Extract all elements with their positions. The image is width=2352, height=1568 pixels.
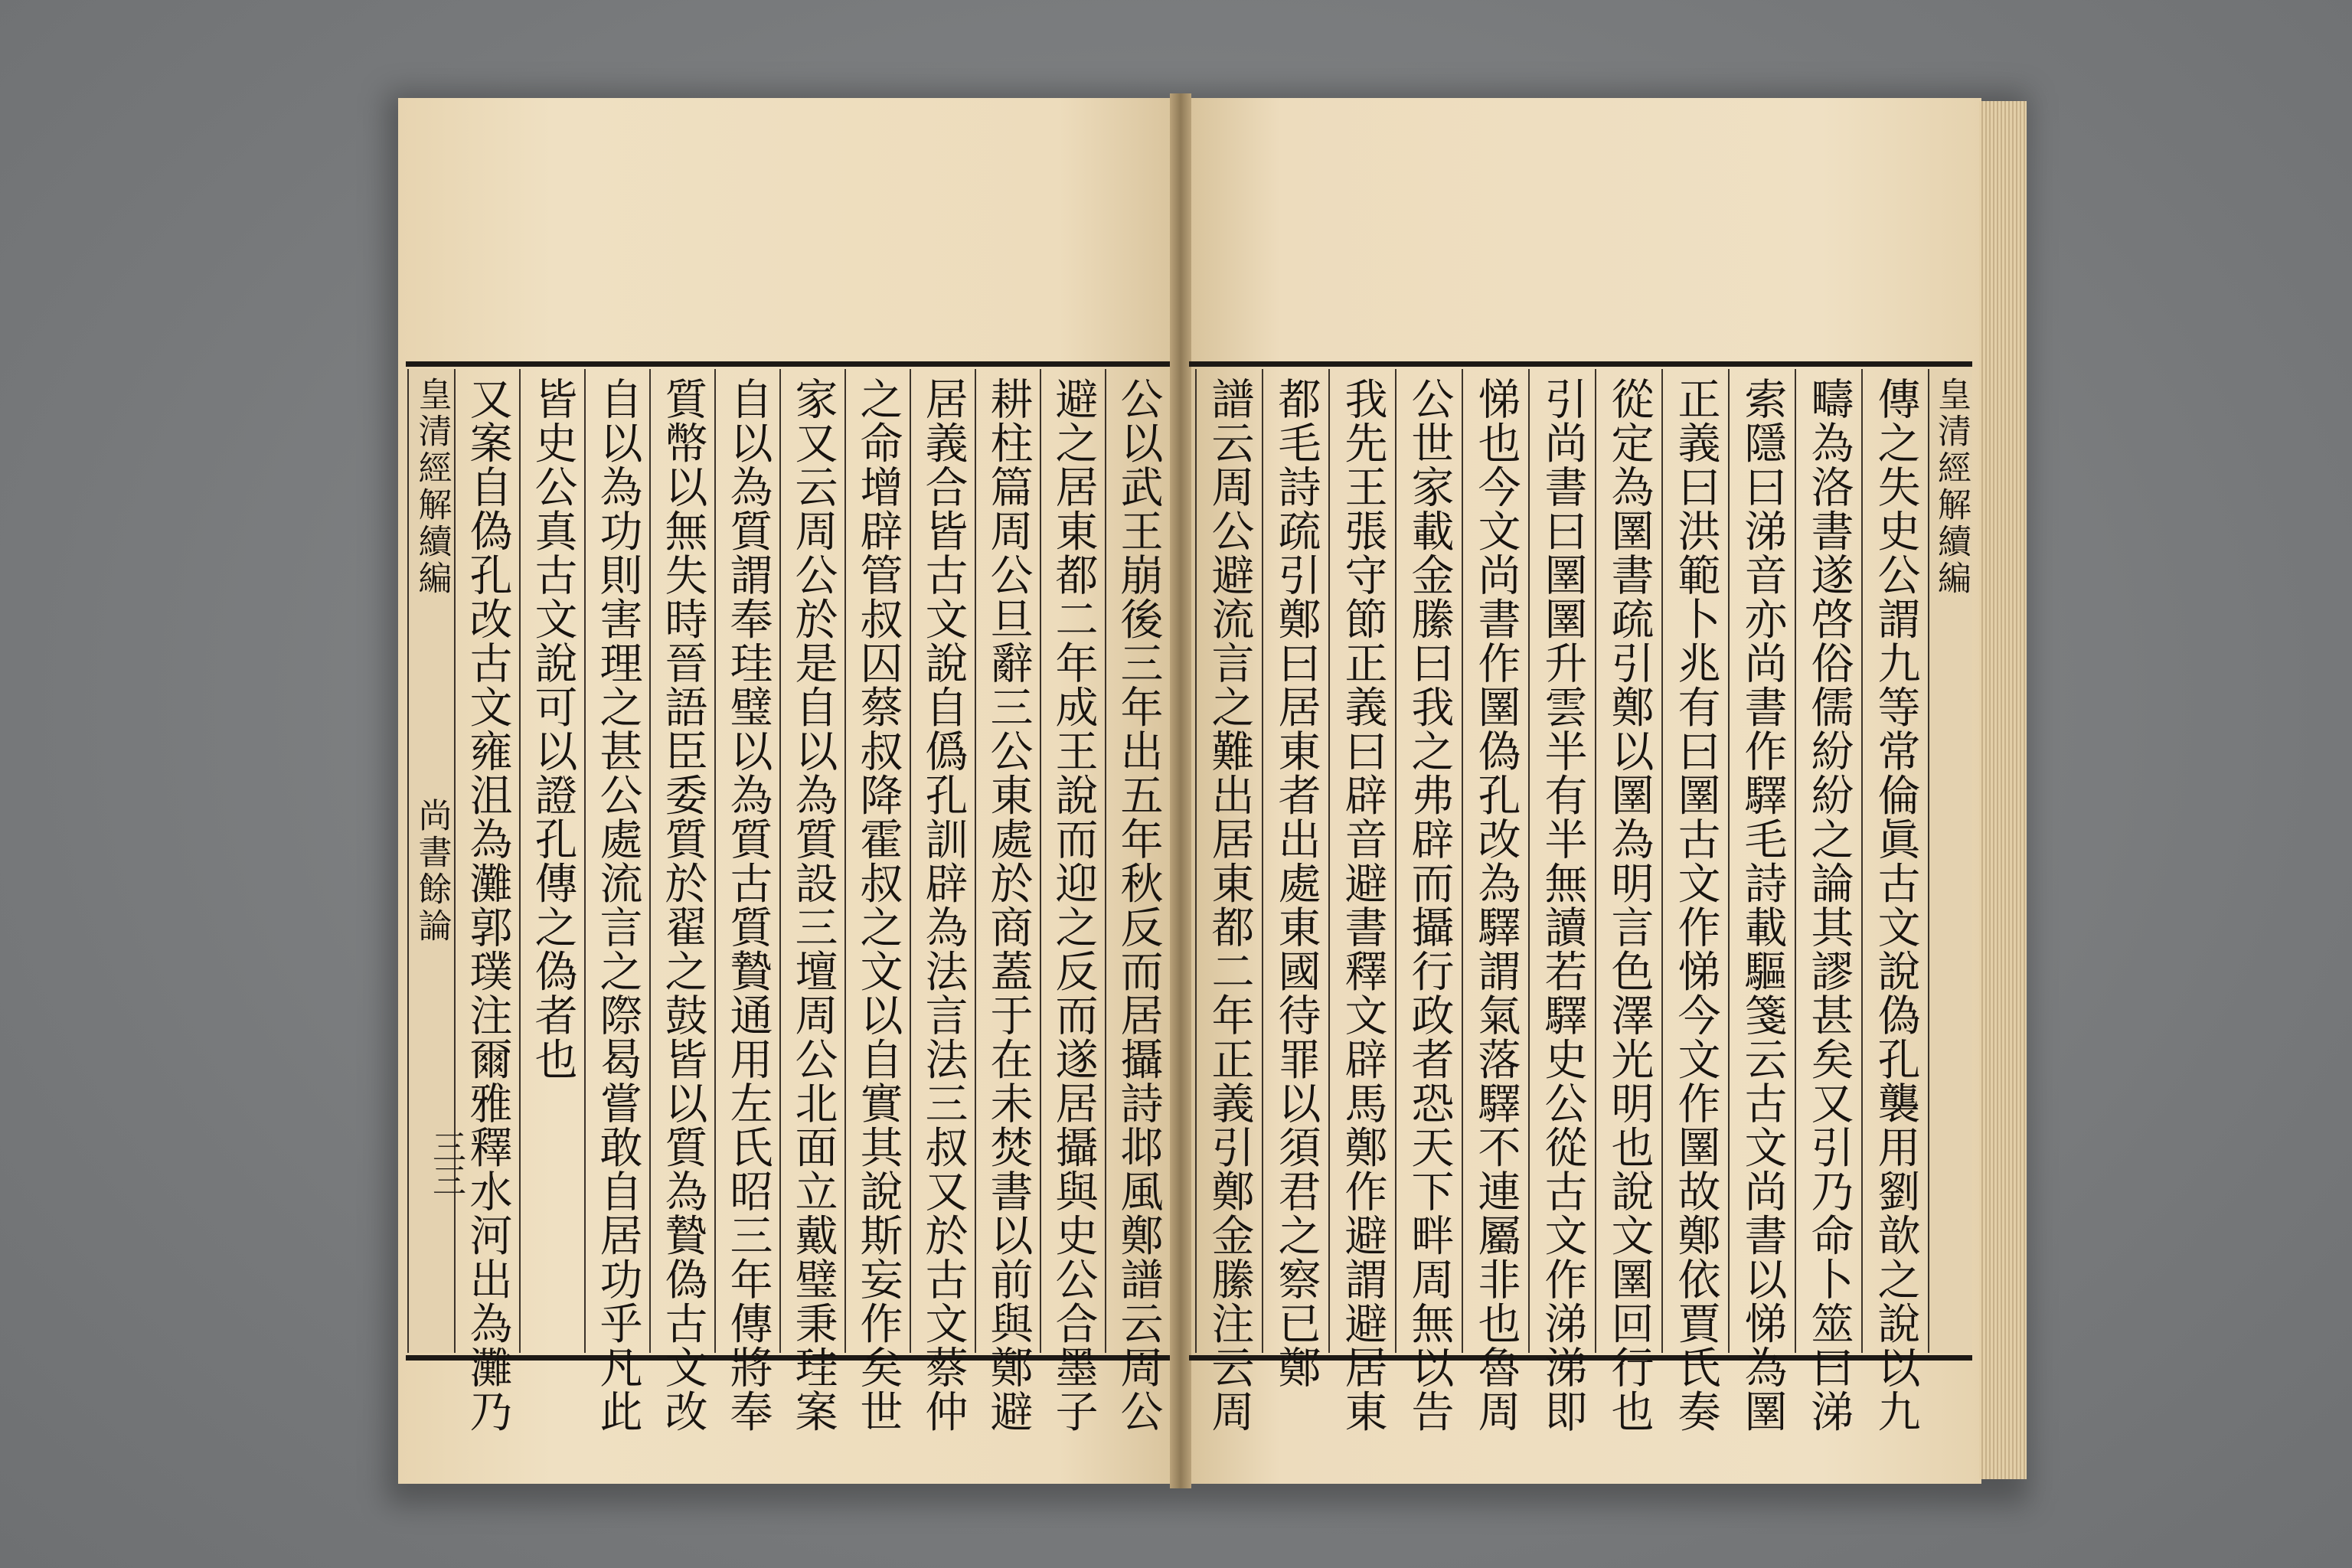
- column-text: 我先王張守節正義曰辟音避書釋文辟馬鄭作避謂避居東: [1338, 377, 1388, 1433]
- center-fold-column: [1928, 369, 1972, 1353]
- column-text: 質幣以無失時晉語臣委質於翟之鼓皆以質為贄偽古文改: [658, 377, 708, 1433]
- text-column: [1328, 369, 1395, 1433]
- column-text: 又案自偽孔改古文雍沮為灘郭璞注爾雅釋水河出為灘乃: [462, 377, 513, 1433]
- column-text: 避之居東都二年成王說而迎之反而遂居攝與史公合墨子: [1048, 377, 1099, 1433]
- text-column: [1105, 369, 1170, 1433]
- text-column: [1195, 369, 1262, 1433]
- column-text: 正義曰洪範卜兆有曰圛古文作悌今文作圛故鄭依賈氏奏: [1671, 377, 1721, 1433]
- text-column: [844, 369, 910, 1433]
- column-text: 從定為圛書疏引鄭以圛為明言色澤光明也說文圛回行也: [1604, 377, 1655, 1433]
- page-number: 三三: [426, 1129, 466, 1197]
- text-column: [1595, 369, 1661, 1433]
- left-columns: [406, 369, 1170, 1433]
- column-text: 都毛詩疏引鄭曰居東者出處東國待罪以須君之察已鄭: [1271, 377, 1321, 1390]
- text-column: [519, 369, 584, 1353]
- column-text: 皆史公真古文說可以證孔傳之偽者也: [528, 377, 578, 1081]
- section-title: 尚書餘論: [412, 798, 452, 945]
- center-fold-column: [407, 369, 454, 1353]
- left-text-frame: [406, 361, 1170, 1433]
- text-column: [1728, 369, 1795, 1433]
- text-column: [1861, 369, 1928, 1433]
- text-column: [1528, 369, 1595, 1433]
- text-column: [1262, 369, 1328, 1390]
- book-gutter: [1170, 93, 1191, 1488]
- text-column: [584, 369, 649, 1433]
- text-column: [649, 369, 714, 1433]
- column-text: 家又云周公於是自以為質設三壇周公北面立戴璧秉珪案: [788, 377, 838, 1433]
- top-border-rule: [406, 361, 1170, 367]
- right-text-frame: [1189, 361, 1972, 1433]
- text-column: [779, 369, 844, 1433]
- text-column: [1040, 369, 1105, 1433]
- top-border-rule: [1189, 361, 1972, 367]
- column-text: 引尚書曰圛圛升雲半有半無讀若驛史公從古文作涕涕即: [1537, 377, 1588, 1433]
- column-text: 索隱曰涕音亦尚書作驛毛詩載驅箋云古文尚書以悌為圛: [1737, 377, 1788, 1433]
- book-title: 皇清經解續編: [1932, 377, 1971, 597]
- text-column: [975, 369, 1040, 1433]
- text-column: [910, 369, 975, 1433]
- column-text: 自以為功則害理之甚公處流言之際曷嘗敢自居功乎凡此: [593, 377, 643, 1433]
- column-text: 悌也今文尚書作圛偽孔改為驛謂氣落驛不連屬非也魯周: [1471, 377, 1521, 1433]
- column-text: 居義合皆古文說自僞孔訓辟為法言法三叔又於古文蔡仲: [918, 377, 969, 1433]
- right-columns: [1189, 369, 1972, 1433]
- text-column: [714, 369, 779, 1433]
- page-edges: [1979, 101, 2027, 1479]
- column-text: 疇為洛書遂啓俗儒紛紛之論其謬甚矣又引乃命卜筮曰涕: [1804, 377, 1854, 1433]
- column-text: 公世家載金縢曰我之弗辟而攝行政者恐天下畔周無以告: [1404, 377, 1455, 1433]
- column-text: 公以武王崩後三年出五年秋反而居攝詩邶風鄭譜云周公: [1113, 377, 1164, 1433]
- column-text: 譜云周公避流言之難出居東都二年正義引鄭金縢注云周: [1204, 377, 1255, 1433]
- text-column: [1395, 369, 1462, 1433]
- column-text: 耕柱篇周公旦辭三公東處於商蓋于在未焚書以前與鄭避: [983, 377, 1034, 1433]
- text-column: [1795, 369, 1861, 1433]
- text-column: [1462, 369, 1528, 1433]
- column-text: 自以為質謂奉珪璧以為質古質贄通用左氏昭三年傳將奉: [723, 377, 773, 1433]
- column-text: 之命增辟管叔囚蔡叔降霍叔之文以自實其說斯妄作矣世: [853, 377, 903, 1433]
- book-title: 皇清經解續編: [412, 377, 452, 597]
- text-column: [454, 369, 519, 1433]
- column-text: 傳之失史公謂九等常倫眞古文說偽孔襲用劉歆之說以九: [1870, 377, 1921, 1433]
- text-column: [1661, 369, 1728, 1433]
